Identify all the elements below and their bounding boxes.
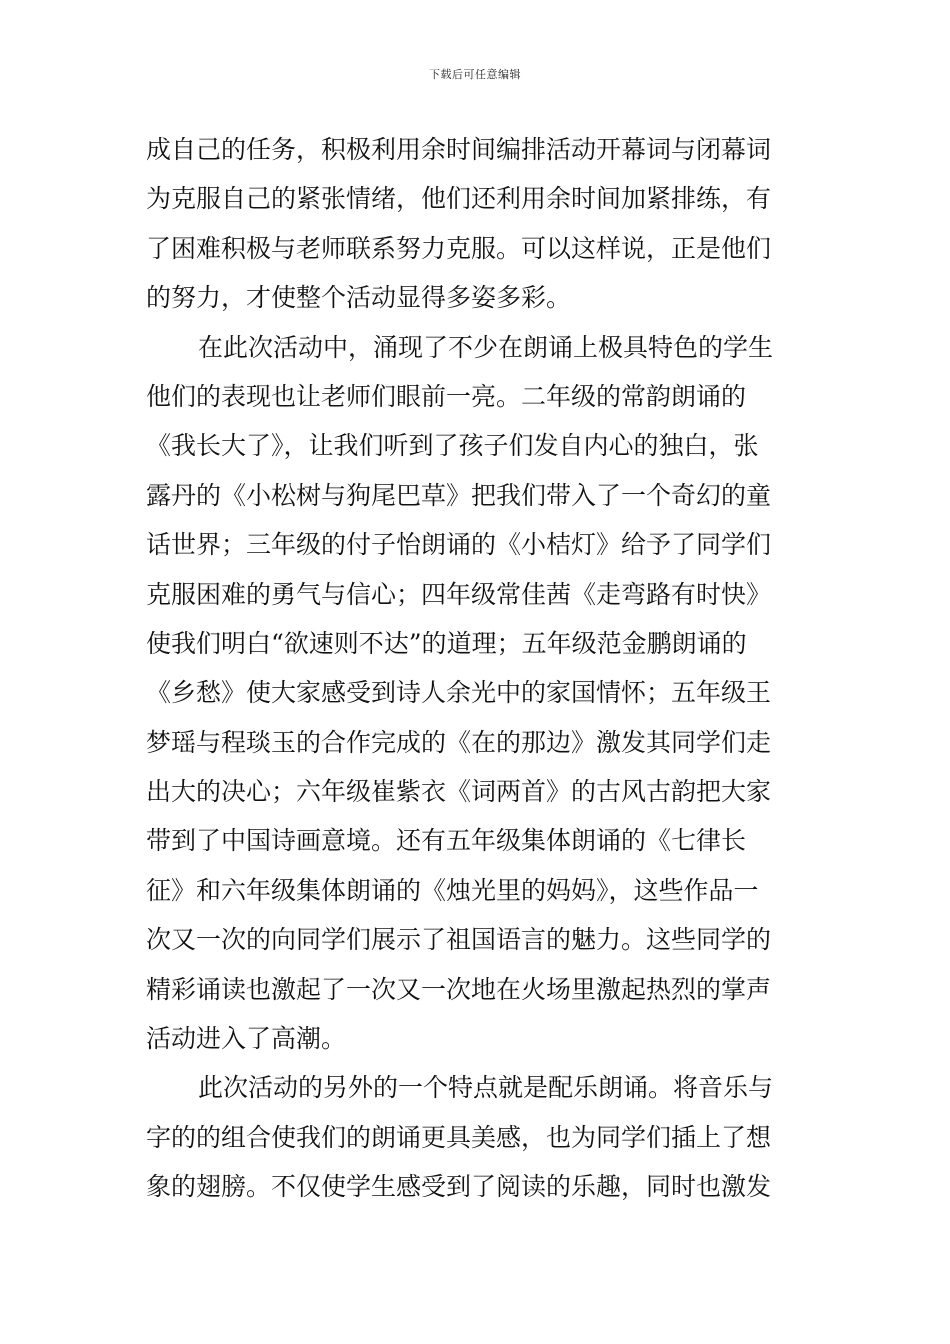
text-line: 带到了中国诗画意境。还有五年级集体朗诵的《七律长 xyxy=(146,826,747,856)
document-body xyxy=(146,125,810,1212)
text-line: 为克服自己的紧张情绪，他们还利用余时间加紧排练，有 xyxy=(146,184,772,214)
text-line: 活动进入了高潮。 xyxy=(146,1024,347,1054)
text-line: 使我们明白“欲速则不达”的道理；五年级范金鹏朗诵的 xyxy=(146,628,747,658)
text-line: 在此次活动中，涌现了不少在朗诵上极具特色的学生 xyxy=(198,332,774,362)
text-line: 此次活动的另外的一个特点就是配乐朗诵。将音乐与 xyxy=(198,1073,774,1103)
text-line: 话世界；三年级的付子怡朗诵的《小桔灯》给予了同学们 xyxy=(146,530,772,560)
text-line: 他们的表现也让老师们眼前一亮。二年级的常韵朗诵的 xyxy=(146,381,747,411)
text-line: 克服困难的勇气与信心；四年级常佳茜《走弯路有时快》 xyxy=(146,579,772,609)
text-line: 露丹的《小松树与狗尾巴草》把我们带入了一个奇幻的童 xyxy=(146,480,772,510)
paragraph xyxy=(146,125,810,323)
text-line: 《我长大了》，让我们听到了孩子们发自内心的独白，张 xyxy=(146,431,759,461)
text-line: 征》和六年级集体朗诵的《烛光里的妈妈》，这些作品一 xyxy=(146,875,759,905)
text-line: 的努力，才使整个活动显得多姿多彩。 xyxy=(146,283,572,313)
paragraph xyxy=(146,1063,810,1211)
text-line: 成自己的任务，积极利用余时间编排活动开幕词与闭幕词 xyxy=(146,135,772,164)
text-line: 字的的组合使我们的朗诵更具美感，也为同学们插上了想 xyxy=(146,1122,772,1152)
text-line: 了困难积极与老师联系努力克服。可以这样说，正是他们 xyxy=(146,233,772,263)
text-line: 象的翅膀。不仅使学生感受到了阅读的乐趣，同时也激发 xyxy=(146,1172,772,1202)
text-line: 精彩诵读也激起了一次又一次地在火场里激起热烈的掌声 xyxy=(146,974,772,1004)
text-line: 梦瑶与程琰玉的合作完成的《在的那边》激发其同学们走 xyxy=(146,727,772,757)
text-line: 次又一次的向同学们展示了祖国语言的魅力。这些同学的 xyxy=(146,925,772,955)
page-header: 下载后可任意编辑 xyxy=(429,68,521,81)
text-line: 出大的决心；六年级崔紫衣《词两首》的古风古韵把大家 xyxy=(146,777,772,807)
paragraph xyxy=(146,323,810,1064)
text-line: 《乡愁》使大家感受到诗人余光中的家国情怀；五年级王 xyxy=(146,678,772,708)
